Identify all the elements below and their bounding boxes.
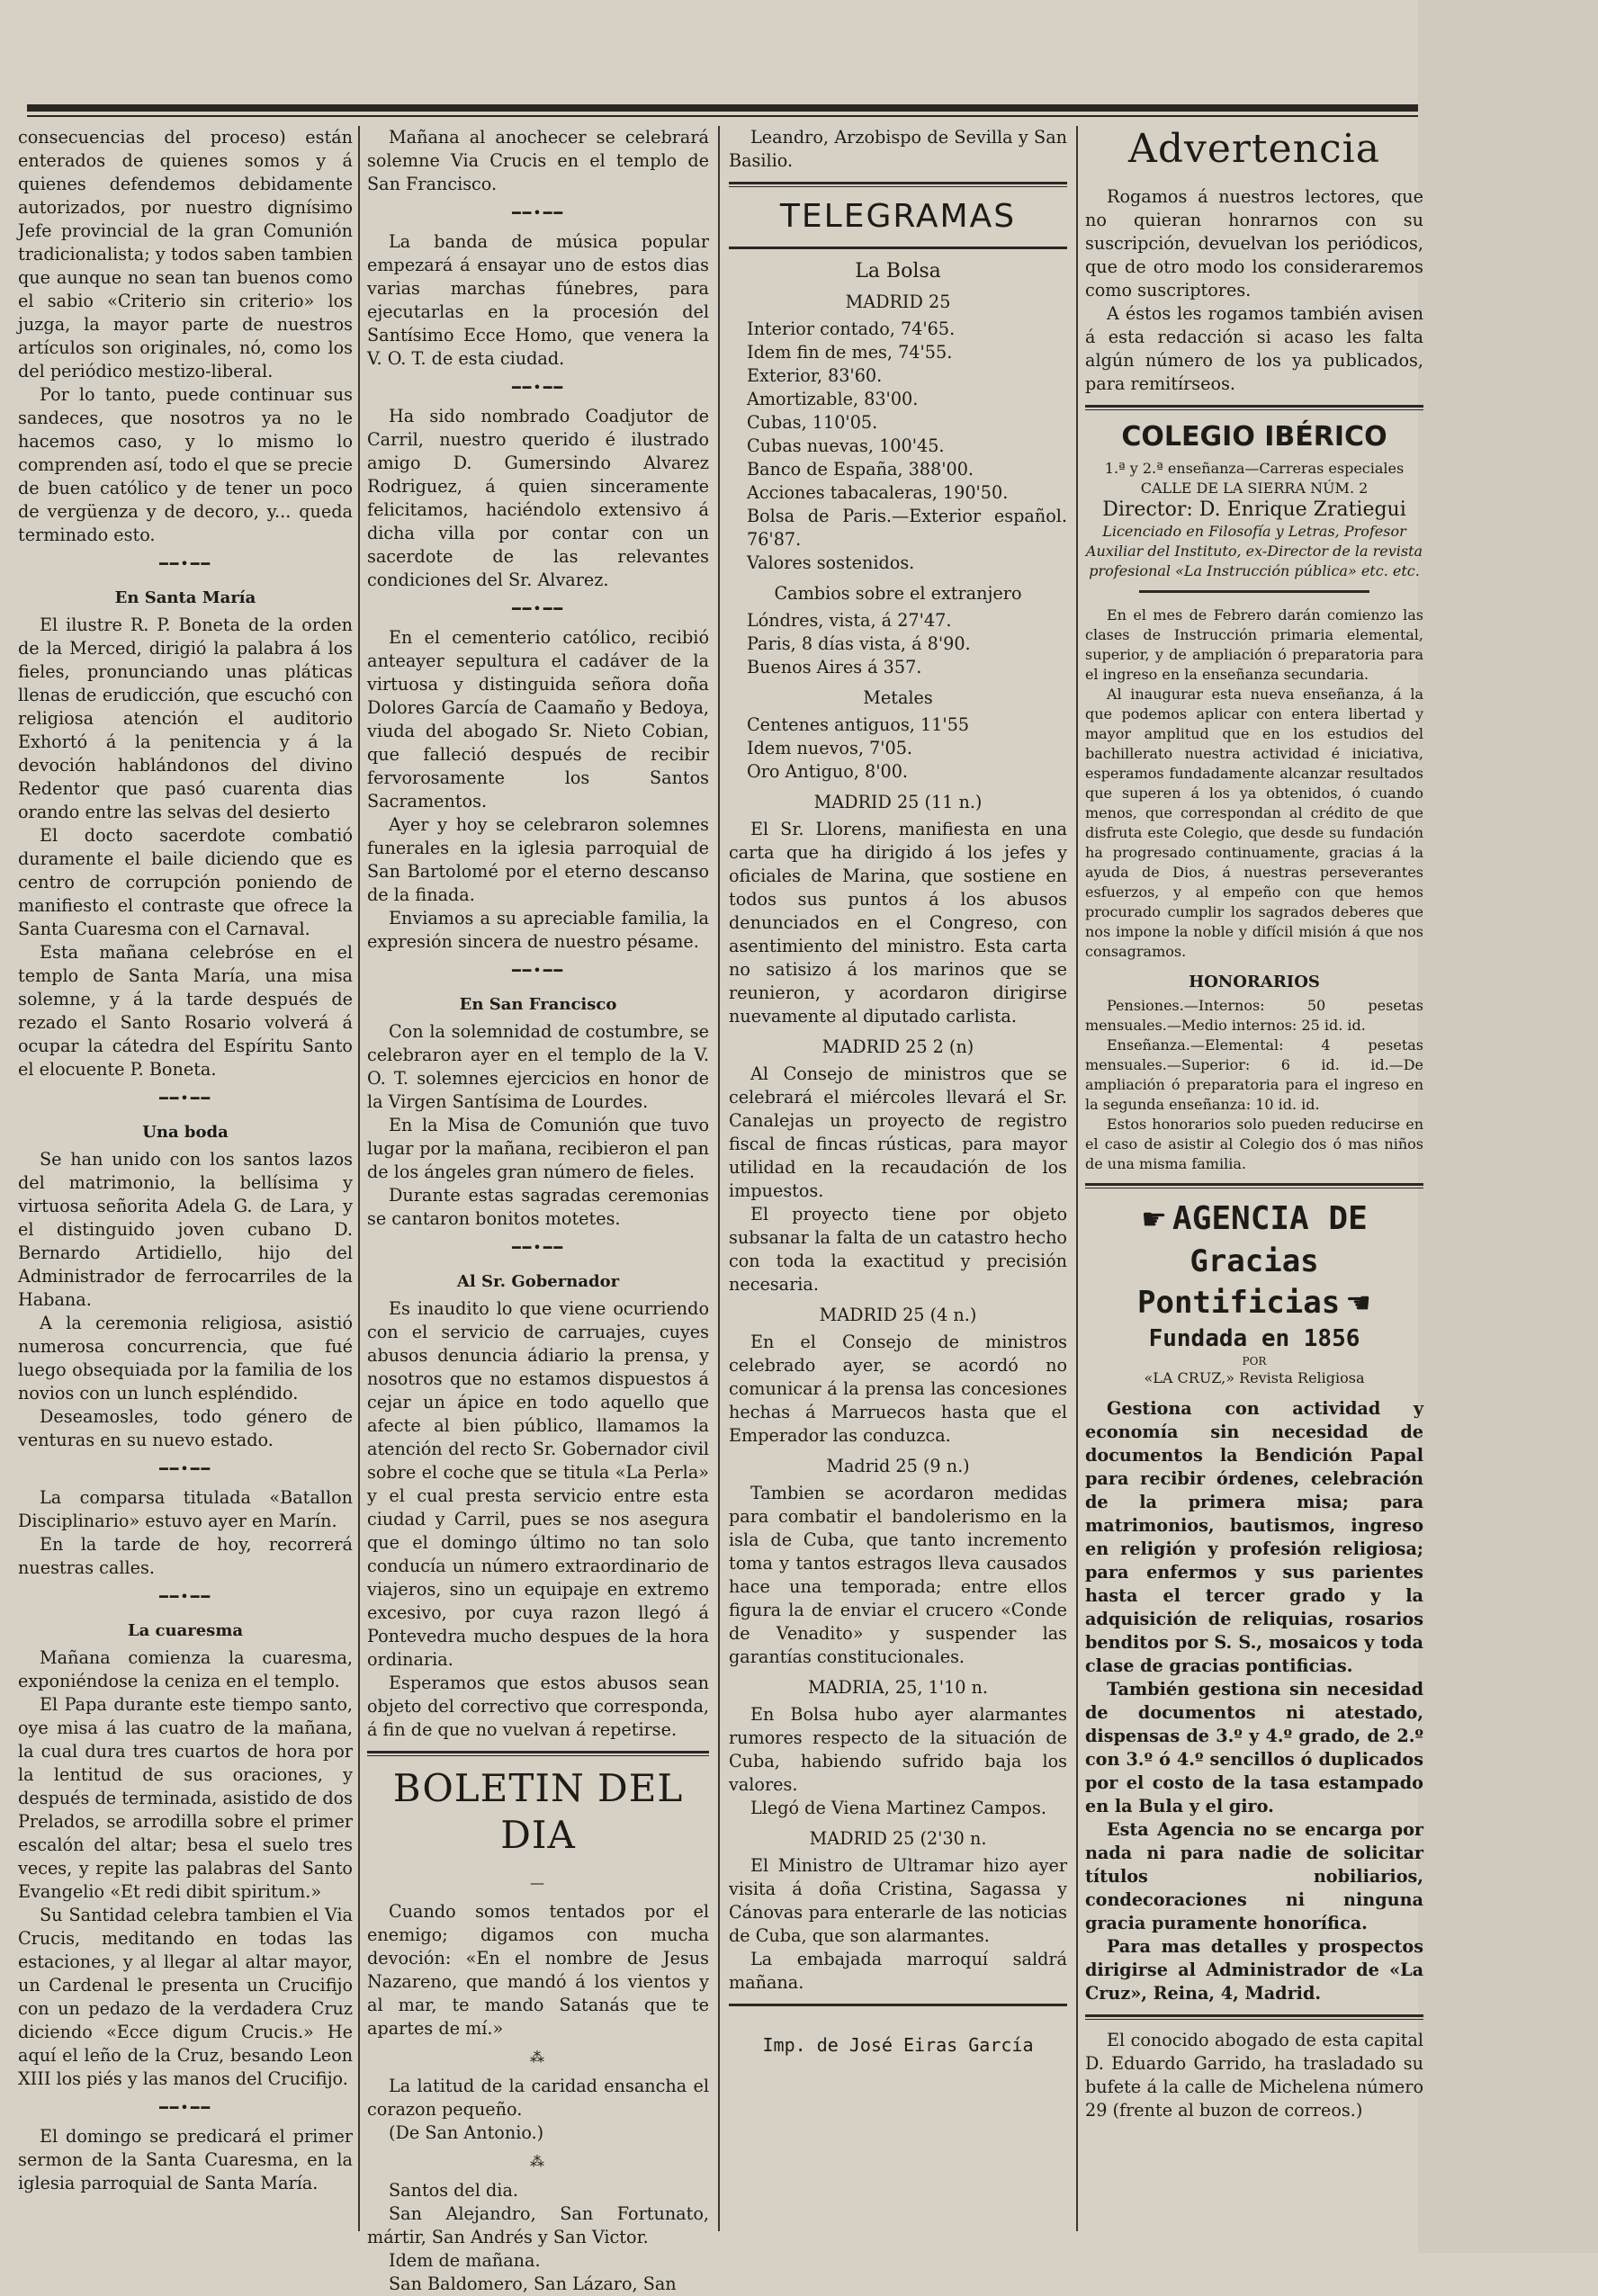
rule-thin <box>729 186 1067 187</box>
column-divider <box>1076 126 1078 2231</box>
paragraph: Leandro, Arzobispo de Sevilla y San Basilio. <box>729 127 1067 171</box>
paragraph: La comparsa titulada «Batallon Disciplinario» estuvo ayer en Marín. <box>18 1487 353 1531</box>
paragraph: Esta mañana celebróse en el templo de Santa María, una misa solemne, y á la tarde después de rezado el Santo Rosario volverá á ocupar la cátedra del Espíritu Santo el elocuente P. Boneta. <box>18 942 353 1080</box>
paragraph: Con la solemnidad de costumbre, se celebraron ayer en el templo de la V. O. T. solemnes ejercicios en honor de la Virgen Santísima de Lourdes. <box>367 1021 709 1112</box>
paragraph: Esperamos que estos abusos sean objeto del correctivo que corresponda, á fin de que no vuelvan á repetirse. <box>367 1673 709 1740</box>
agencia-heading <box>1085 1197 1423 1241</box>
section-heading: Una boda <box>142 1123 229 1142</box>
paragraph: Mañana comienza la cuaresma, exponiéndose la ceniza en el templo. <box>18 1647 353 1691</box>
ornament-divider: ━━•━━ <box>159 1588 211 1605</box>
paragraph: El ilustre R. P. Boneta de la orden de la Merced, dirigió la palabra á los fieles, pronunciando unas pláticas llenas de erudicción, que escuchó con religiosa atención el auditorio Exhortó á la penitencia y á la devoción hablándonos del divino Redentor que pasó cuarenta dias orando entre las selvas del desierto <box>18 614 353 822</box>
paragraph: El Sr. Llorens, manifiesta en una carta que ha dirigido á los jefes y oficiales de Marina, que sostiene en todos sus puntos á los abusos denunciados en el Congreso, con asentimiento del ministro. Esta carta no satisizo á los marinos que se reunieron, y acordaron dirigirse nuevamente al diputado carlista. <box>729 819 1067 1027</box>
list-item: Buenos Aires á 357. <box>747 657 922 677</box>
paragraph: En el cementerio católico, recibió anteayer sepultura el cadáver de la virtuosa y distinguida señora doña Dolores García de Caamaño y Bedoya, viuda del abogado Sr. Nieto Cobian, que falleció después de recibir fervorosamente los Santos Sacramentos. <box>367 627 709 812</box>
director-credentials: Licenciado en Filosofía y Letras, Profesor Auxiliar del Instituto, ex-Director de la revista profesional «La Instrucción pública» etc. etc. <box>1085 523 1423 579</box>
paragraph: En la Misa de Comunión que tuvo lugar por la mañana, recibieron el pan de los ángeles gran número de fieles. <box>367 1115 709 1182</box>
subheading: Metales <box>863 687 933 708</box>
paragraph: También gestiona sin necesidad de documentos ni atestado, dispensas de 3.º y 4.º grado, de 2.º con 3.º ó 4.º sencillos ó duplicados por el costo de la tasa estampado en la Bula y el giro. <box>1085 1679 1423 1816</box>
section-heading: Al Sr. Gobernador <box>456 1272 620 1291</box>
dateline: MADRID 25 (11 n.) <box>813 792 983 812</box>
column-4 <box>1085 126 1423 2240</box>
paragraph: El domingo se predicará el primer sermon de la Santa Cuaresma, en la iglesia parroquial de Santa María. <box>18 2126 353 2193</box>
ornament-divider: ━━•━━ <box>512 379 564 396</box>
section-heading: HONORARIOS <box>1189 973 1320 991</box>
paragraph: Ayer y hoy se celebraron solemnes funerales en la iglesia parroquial de San Bartolomé por el eterno descanso de la finada. <box>367 814 709 905</box>
list-item: Exterior, 83'60. <box>747 365 883 386</box>
ornament-divider: ⁂ <box>530 2153 546 2170</box>
section-heading: La Bolsa <box>855 260 941 283</box>
rule <box>1085 2014 1423 2017</box>
rule <box>1139 590 1369 593</box>
paragraph: A la ceremonia religiosa, asistió numerosa concurrencia, que fué luego obsequiada por la familia de los novios con un lunch espléndido. <box>18 1313 353 1404</box>
paragraph: Enseñanza.—Elemental: 4 pesetas mensuales.—Superior: 6 id. id.—De ampliación ó preparatoria para el ingreso en la segunda enseñanza: 10 id. id. <box>1085 1036 1423 1113</box>
ornament-divider: ━━•━━ <box>159 2099 211 2116</box>
page-margin <box>1418 0 1598 2253</box>
quotes-list <box>729 318 1067 575</box>
agencia-title-line1: AGENCIA DE <box>1172 1200 1368 1237</box>
paragraph: Ha sido nombrado Coadjutor de Carril, nuestro querido é ilustrado amigo D. Gumersindo Alvarez Rodriguez, á quien sinceramente felicitamos, haciéndolo extensivo á dicha villa por contar con un sacerdote de las relevantes condiciones del Sr. Alvarez. <box>367 406 709 590</box>
paragraph: La embajada marroquí saldrá mañana. <box>729 1949 1067 1993</box>
dateline: MADRID 25 (2'30 n. <box>809 1828 987 1849</box>
list-item: Paris, 8 días vista, á 8'90. <box>747 633 971 654</box>
dateline: MADRIA, 25, 1'10 n. <box>807 1677 989 1698</box>
paragraph: La latitud de la caridad ensancha el corazon pequeño. <box>367 2076 709 2120</box>
column-3 <box>729 126 1067 2240</box>
paragraph: Es inaudito lo que viene ocurriendo con el servicio de carruajes, cuyes abusos denuncia ádiario la prensa, y nosotros que no estamos dispuestos á cejar un ápice en todo aquello que afecte al bien público, llamamos la atención del recto Sr. Gobernador civil sobre el coche que se titula «La Perla» y el cual presta servicio entre esta ciudad y Carril, pues se nos asegura que el domingo último no tan solo conducía un número extraordinario de viajeros, sino un equipaje en extremo excesivo, por cuya razon llegó á Pontevedra mucho despues de la hora ordinaria. <box>367 1298 709 1670</box>
top-rule-thin <box>27 115 1418 117</box>
dateline: MADRID 25 <box>845 291 951 312</box>
ornament-divider: ━━•━━ <box>159 1090 211 1107</box>
colegio-subtitle: 1.ª y 2.ª enseñanza—Carreras especiales <box>1104 460 1405 477</box>
paragraph: En la tarde de hoy, recorrerá nuestras calles. <box>18 1534 353 1578</box>
column-divider <box>358 126 360 2231</box>
list-item: Centenes antiguos, 11'55 <box>747 714 970 735</box>
paragraph: Al Consejo de ministros que se celebrará el miércoles llevará el Sr. Canalejas un proyecto de registro fiscal de fincas rústicas, para mayor utilidad en la recaudación de los impuestos. <box>729 1063 1067 1201</box>
paragraph: Mañana al anochecer se celebrará solemne Via Crucis en el templo de San Francisco. <box>367 127 709 194</box>
paragraph: Santos del dia. <box>389 2180 518 2201</box>
paragraph: Cuando somos tentados por el enemigo; digamos con mucha devoción: «En el nombre de Jesus Nazareno, que mandó á los vientos y al mar, te mando Satanás que te apartes de mí.» <box>367 1901 709 2039</box>
list-item: Banco de España, 388'00. <box>747 459 974 480</box>
dateline: MADRID 25 (4 n.) <box>819 1305 977 1325</box>
rule <box>367 1751 709 1753</box>
rule-thin <box>1085 409 1423 410</box>
metals-list <box>729 713 1067 784</box>
rule <box>1085 405 1423 408</box>
agencia-title-line2: Gracias Pontificias <box>1137 1243 1341 1321</box>
paragraph: (De San Antonio.) <box>389 2122 544 2143</box>
paragraph: El Papa durante este tiempo santo, oye misa á las cuatro de la mañana, la cual dura tres cuartos de hora por la lentitud de sus oraciones, y después de terminada, asistido de dos Prelados, se arrodilla sobre el primer escalón del altar; besa el suelo tres veces, y repite las palabras del Santo Evangelio «Et redi dibit spiritum.» <box>18 1694 353 1902</box>
paragraph: Pensiones.—Internos: 50 pesetas mensuales.—Medio internos: 25 id. id. <box>1085 997 1423 1034</box>
rule <box>729 2004 1067 2006</box>
list-item: Cubas nuevas, 100'45. <box>747 435 945 456</box>
agencia-publisher: «LA CRUZ,» Revista Religiosa <box>1144 1369 1365 1386</box>
ornament-divider: ━━•━━ <box>159 1460 211 1477</box>
paragraph: Deseamosles, todo género de venturas en su nuevo estado. <box>18 1406 353 1450</box>
list-item: Valores sostenidos. <box>747 552 915 573</box>
paragraph: Para mas detalles y prospectos dirigirse al Administrador de «La Cruz», Reina, 4, Madrid. <box>1085 1936 1423 2004</box>
telegramas-title: TELEGRAMAS <box>779 198 1017 235</box>
paragraph: El docto sacerdote combatió duramente el baile diciendo que es centro de corrupción poniendo de manifiesto el contraste que ofrece la Santa Cuaresma con el Carnaval. <box>18 825 353 939</box>
rule <box>1085 1183 1423 1186</box>
paragraph: Se han unido con los santos lazos del matrimonio, la bellísima y virtuosa señorita Adela G. de Lara, y el distinguido joven cubano D. Bernardo Artidiello, hijo del Administrador de ferrocarriles de la Habana. <box>18 1149 353 1310</box>
paragraph: Al inaugurar esta nueva enseñanza, á la que podemos aplicar con entera libertad y mayor amplitud que en los estudios del bachillerato nuestra actividad é iniciativa, esperamos fundadamente alcanzar resultados que superen á los ya obtenidos, ó cuando menos, que correspondan al crédito de que disfruta este Colegio, que desde su fundación ha progresado continuamente, gracias á la ayuda de Dios, á nuestras perseverantes esfuerzos, y al empeño con que hemos procurado cumplir los sagrados deberes que nos impone la noble y difícil misión á que nos consagramos. <box>1085 686 1423 960</box>
paragraph: El conocido abogado de esta capital D. Eduardo Garrido, ha trasladado su bufete á la calle de Michelena número 29 (frente al buzon de correos.) <box>1085 2030 1423 2121</box>
advertencia-title: Advertencia <box>1128 126 1380 172</box>
list-item: Lóndres, vista, á 27'47. <box>747 610 952 631</box>
ornament-divider: ━━•━━ <box>159 555 211 572</box>
list-item: Idem nuevos, 7'05. <box>747 738 913 758</box>
paragraph: Idem de mañana. <box>389 2250 541 2271</box>
pointing-hand-icon: ☚ <box>1345 1286 1371 1320</box>
column-2 <box>367 126 709 2294</box>
pointing-hand-icon: ☛ <box>1141 1202 1167 1236</box>
paragraph: Esta Agencia no se encarga por nada ni para nadie de solicitar títulos nobiliarios, condecoraciones ni ninguna gracia puramente honorífica. <box>1085 1819 1423 1933</box>
paragraph: Llegó de Viena Martinez Campos. <box>750 1798 1046 1818</box>
paragraph: Su Santidad celebra tambien el Via Crucis, meditando en todas las estaciones, y al llegar al altar mayor, un Cardenal le presenta un Crucifijo con un pedazo de la verdadera Cruz diciendo «Ecce digum Crucis.» He aquí el leño de la Cruz, besando Leon XIII los piés y las manos del Crucifijo. <box>18 1905 353 2089</box>
list-item: Acciones tabacaleras, 190'50. <box>747 482 1009 503</box>
colegio-address: CALLE DE LA SIERRA NÚM. 2 <box>1140 480 1369 497</box>
ornament-divider: ━━•━━ <box>512 204 564 221</box>
top-rule <box>27 104 1418 112</box>
ornament-divider: ━━•━━ <box>512 600 564 617</box>
column-1 <box>18 126 353 2240</box>
paragraph: Enviamos a su apreciable familia, la expresión sincera de nuestro pésame. <box>367 908 709 952</box>
paragraph: San Alejandro, San Fortunato, mártir, San Andrés y San Victor. <box>367 2203 709 2247</box>
colegio-title: COLEGIO IBÉRICO <box>1121 421 1387 453</box>
boletin-title: BOLETIN DEL DIA <box>392 1766 684 1857</box>
rule-thin <box>367 1755 709 1756</box>
paragraph: A éstos les rogamos también avisen á esta redacción si acaso les falta algún número de los ya publicados, para remitírseos. <box>1085 303 1423 394</box>
printer-imprint: Imp. de José Eiras García <box>762 2034 1034 2056</box>
dateline: Madrid 25 (9 n.) <box>826 1456 970 1476</box>
list-item: Idem fin de mes, 74'55. <box>747 342 953 363</box>
paragraph: El Ministro de Ultramar hizo ayer visita á doña Cristina, Sagassa y Cánovas para enterarle de las noticias de Cuba, que son alarmantes. <box>729 1855 1067 1946</box>
ornament-divider: — <box>530 1874 546 1891</box>
ornament-divider: ⁂ <box>530 2049 546 2066</box>
paragraph: Gestiona con actividad y economía sin necesidad de documentos la Bendición Papal para recibir órdenes, celebración de la primera misa; para matrimonios, bautismos, ingreso en religión y profesión religiosa; para enfermos y sus parientes hasta el tercer grado y la adquisición de reliquias, rosarios benditos por S. S., mosaicos y toda clase de gracias pontificias. <box>1085 1398 1423 1676</box>
fx-list <box>729 609 1067 679</box>
subheading: Cambios sobre el extranjero <box>774 583 1022 604</box>
rule <box>729 182 1067 184</box>
paragraph: En Bolsa hubo ayer alarmantes rumores respecto de la situación de Cuba, habiendo sufrido baja los valores. <box>729 1704 1067 1795</box>
list-item: Oro Antiguo, 8'00. <box>747 761 909 782</box>
paragraph: consecuencias del proceso) están enterados de quienes somos y á quienes defendemos debidamente autorizados, por nuestro dignísimo Jefe provincial de la gran Comunión tradicionalista; y todos saben tambien que aunque no sean tan buenos como el sabio «Criterio sin criterio» los juzga, la mayor parte de nuestros artículos son originales, nó, como los del periódico mestizo-liberal. <box>18 127 353 381</box>
paragraph: En el mes de Febrero darán comienzo las clases de Instrucción primaria elemental, superior, y de ampliación ó preparatoria para el ingreso en la enseñanza secundaria. <box>1085 606 1423 683</box>
paragraph: El proyecto tiene por objeto subsanar la falta de un catastro hecho con toda la exactitud y precisión necesaria. <box>729 1204 1067 1295</box>
paragraph: Durante estas sagradas ceremonias se cantaron bonitos motetes. <box>367 1185 709 1229</box>
section-heading: En Santa María <box>114 588 256 607</box>
agencia-founded: Fundada en 1856 <box>1148 1325 1360 1352</box>
dateline: MADRID 25 2 (n) <box>821 1036 974 1057</box>
paragraph: La banda de música popular empezará á ensayar uno de estos dias varias marchas fúnebres, para ejecutarlas en la procesión del Santísimo Ecce Homo, que venera la V. O. T. de esta ciudad. <box>367 231 709 369</box>
paragraph: Rogamos á nuestros lectores, que no quieran honrarnos con su suscripción, devuelvan los periódicos, que de otro modo los consideraremos como suscriptores. <box>1085 186 1423 300</box>
list-item: Cubas, 110'05. <box>747 412 878 433</box>
list-item: Bolsa de Paris.—Exterior español. 76'87. <box>747 506 1067 550</box>
section-heading: La cuaresma <box>127 1621 244 1640</box>
rule-thin <box>1085 2019 1423 2020</box>
rule <box>729 247 1067 249</box>
list-item: Interior contado, 74'65. <box>747 318 956 339</box>
column-divider <box>718 126 720 2231</box>
colegio-director: Director: D. Enrique Zratiegui <box>1102 498 1406 521</box>
agencia-heading-line2 <box>1085 1241 1423 1323</box>
paragraph: Tambien se acordaron medidas para combatir el bandolerismo en la isla de Cuba, que tanto incremento toma y tantos estragos lleva causados hace una temporada; entre ellos figura la de enviar el crucero «Conde de Venadito» y suspender las garantías constitucionales. <box>729 1483 1067 1667</box>
list-item: Amortizable, 83'00. <box>747 389 919 409</box>
ornament-divider: ━━•━━ <box>512 962 564 979</box>
section-heading: En San Francisco <box>459 995 617 1014</box>
paragraph: Por lo tanto, puede continuar sus sandeces, que nosotros ya no le hacemos caso, y lo mismo lo comprenden así, todo el que se precie de buen católico y de tener un poco de vergüenza y de decoro, y... queda terminado esto. <box>18 384 353 545</box>
paragraph: San Baldomero, San Lázaro, San <box>389 2274 677 2294</box>
paragraph: Estos honorarios solo pueden reducirse en el caso de asistir al Colegio dos ó mas niños de una misma familia. <box>1085 1116 1423 1172</box>
paragraph: En el Consejo de ministros celebrado ayer, se acordó no comunicar á la prensa las concesiones hechas á Marruecos hasta que el Emperador las conduzca. <box>729 1332 1067 1446</box>
agencia-por: POR <box>1242 1355 1267 1368</box>
ornament-divider: ━━•━━ <box>512 1239 564 1256</box>
